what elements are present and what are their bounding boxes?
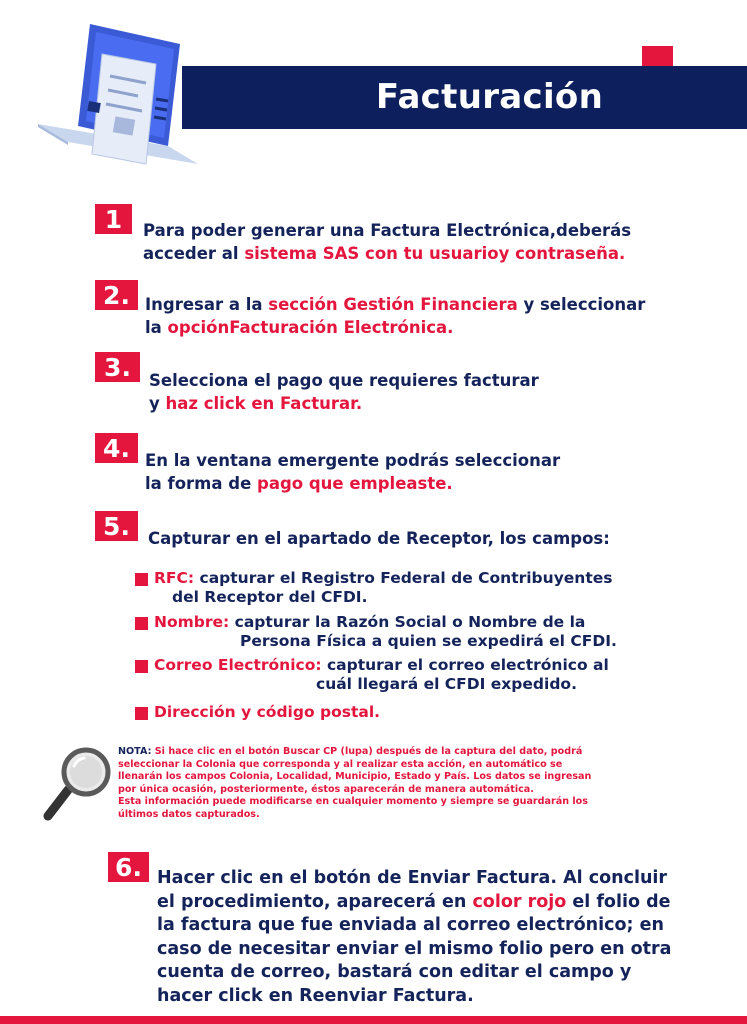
field-correo [154, 656, 609, 694]
step-text: y [149, 394, 166, 413]
field-line [154, 703, 380, 722]
field-line [154, 569, 613, 588]
step-line [148, 527, 610, 550]
note-line: seleccionar la Colonia que corresponda y al realizar esta acción, en automático se [118, 758, 563, 770]
step-text: En la ventana emergente podrás seleccionar [145, 451, 561, 470]
laptop-receipt-icon [28, 14, 228, 174]
step-2-text [145, 293, 645, 339]
note-text: Si hace clic en el botón Buscar CP (lupa) después de la captura del dato, podrá [151, 746, 583, 757]
step-text: acceder al [143, 244, 245, 263]
step-highlight: sección Gestión Financiera [268, 295, 518, 314]
step-5-number: 5. [95, 511, 138, 541]
step-4-number: 4. [95, 433, 138, 463]
field-label: Nombre: [154, 613, 230, 631]
field-label: Correo Electrónico: [154, 656, 322, 674]
step-6-text [157, 867, 671, 1008]
step-line [149, 392, 539, 415]
step-5-text [148, 527, 610, 550]
step-line: la factura que fue enviada al correo electrónico; en [157, 915, 664, 935]
note-label: NOTA: [118, 746, 152, 757]
field-line [154, 656, 609, 675]
note-line [118, 746, 591, 759]
note-line: por única ocasión, posteriormente, éstos aparecerán de manera automática. [118, 783, 534, 795]
step-line [145, 449, 560, 472]
step-line: hacer click en Reenviar Factura. [157, 985, 474, 1006]
step-4-text [145, 449, 560, 495]
field-line [154, 613, 617, 632]
bullet-icon [135, 707, 148, 720]
step-3-number: 3. [95, 352, 140, 382]
note-line: últimos datos capturados. [118, 808, 260, 820]
step-line: cuenta de correo, bastará con editar el campo y [157, 962, 632, 982]
step-text: la forma de [145, 474, 258, 493]
step-highlight: color rojo [472, 891, 567, 912]
step-line: caso de necesitar enviar el mismo folio pero en otra [157, 938, 672, 959]
field-line: Persona Física a quien se expedirá el CFDI. [240, 632, 617, 650]
step-1-number: 1 [95, 204, 132, 234]
bottom-divider [0, 1016, 747, 1024]
note-line: Esta información puede modificarse en cualquier momento y siempre se guardarán los [118, 796, 588, 807]
step-line [157, 891, 671, 915]
step-line [143, 242, 631, 265]
step-line [145, 316, 645, 339]
step-text: y seleccionar [517, 295, 646, 314]
bullet-icon [135, 573, 148, 586]
step-text: el procedimiento, aparecerá en [157, 891, 473, 912]
note-block [118, 746, 591, 821]
field-nombre [154, 613, 617, 651]
field-desc: capturar la Razón Social o Nombre de la [229, 613, 586, 631]
step-6-number: 6. [108, 852, 149, 882]
field-line: cuál llegará el CFDI expedido. [316, 675, 577, 693]
step-highlight: opciónFacturación Electrónica. [167, 318, 454, 337]
step-text: el folio de [566, 891, 671, 912]
step-highlight: haz click en Facturar. [165, 394, 363, 413]
step-3-text [149, 369, 539, 415]
step-line [145, 472, 560, 495]
field-direccion [154, 703, 380, 722]
step-line: Hacer clic en el botón de Enviar Factura. Al concluir [157, 868, 668, 888]
step-text: Capturar en el apartado de Receptor, los campos: [148, 529, 610, 548]
field-line: del Receptor del CFDI. [172, 588, 368, 606]
step-line [143, 219, 631, 242]
step-1-text [143, 219, 631, 265]
field-desc: capturar el correo electrónico al [321, 656, 609, 674]
field-desc: capturar el Registro Federal de Contribuyentes [194, 569, 613, 587]
bullet-icon [135, 617, 148, 630]
magnifier-icon [40, 744, 120, 824]
step-text: la [145, 318, 168, 337]
step-highlight: sistema SAS con tu usuarioy contraseña. [244, 244, 626, 263]
step-2-number: 2. [95, 280, 138, 310]
step-highlight: pago que empleaste. [257, 474, 453, 493]
bullet-icon [135, 660, 148, 673]
field-label: RFC: [154, 569, 195, 587]
step-text: Para poder generar una Factura Electrónica,deberás [143, 221, 632, 240]
field-rfc [154, 569, 613, 607]
step-line [149, 369, 539, 392]
page-title: Facturación [375, 77, 604, 117]
step-text: Selecciona el pago que requieres facturar [149, 371, 539, 390]
step-text: Ingresar a la [145, 295, 269, 314]
note-line: llenarán los campos Colonia, Localidad, Municipio, Estado y País. Los datos se ingresan [118, 771, 592, 782]
step-line [145, 293, 645, 316]
field-label: Dirección y código postal. [154, 703, 381, 721]
